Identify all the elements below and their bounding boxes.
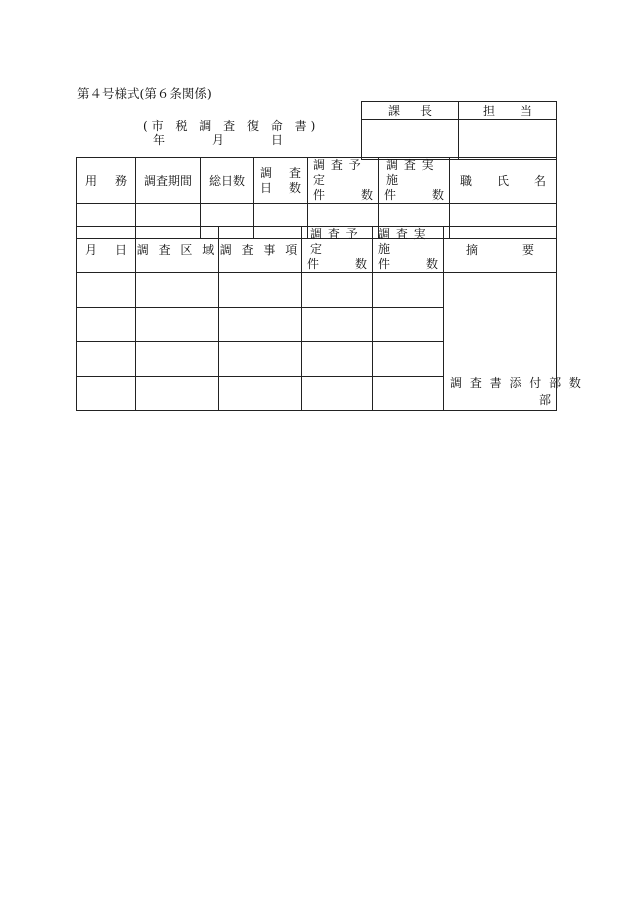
row4-area[interactable] bbox=[136, 377, 219, 411]
summary-cell[interactable] bbox=[444, 273, 583, 411]
row1-area[interactable] bbox=[136, 273, 219, 308]
row4-items[interactable] bbox=[219, 377, 302, 411]
row4-planned[interactable] bbox=[302, 377, 373, 411]
header-summary: 摘 要 bbox=[444, 227, 557, 273]
header-total-days: 総日数 bbox=[201, 158, 254, 204]
row1-items[interactable] bbox=[219, 273, 302, 308]
row2-items[interactable] bbox=[219, 308, 302, 342]
attachment-count-unit: 部 bbox=[538, 393, 551, 407]
header-survey-area: 調 査 区 域 bbox=[136, 227, 219, 273]
row1-planned[interactable] bbox=[302, 273, 373, 308]
approval-stamp-section-chief[interactable] bbox=[362, 120, 459, 160]
approval-box bbox=[361, 101, 557, 160]
row1-actual[interactable] bbox=[373, 273, 444, 308]
row4-date[interactable] bbox=[77, 377, 136, 411]
row1-date[interactable] bbox=[77, 273, 136, 308]
form-title: 第４号様式(第６条関係) bbox=[77, 86, 212, 101]
header-date: 月 日 bbox=[77, 227, 136, 273]
approval-header-staff: 担 当 bbox=[459, 102, 557, 120]
header-actual-count-2: 調 査 実 施 件 数 bbox=[373, 227, 444, 273]
row3-items[interactable] bbox=[219, 342, 302, 377]
date-day-label: 日 bbox=[270, 133, 283, 147]
date-month-label: 月 bbox=[211, 133, 224, 147]
header-survey-items: 調 査 事 項 bbox=[219, 227, 302, 273]
header-planned-count-2: 調 査 予 定 件 数 bbox=[302, 227, 373, 273]
approval-header-section-chief: 課 長 bbox=[362, 102, 459, 120]
row3-area[interactable] bbox=[136, 342, 219, 377]
row2-area[interactable] bbox=[136, 308, 219, 342]
header-planned-count: 調 査 予 定 件 数 bbox=[308, 158, 379, 204]
row3-date[interactable] bbox=[77, 342, 136, 377]
row2-planned[interactable] bbox=[302, 308, 373, 342]
row3-actual[interactable] bbox=[373, 342, 444, 377]
row2-actual[interactable] bbox=[373, 308, 444, 342]
header-business: 用 務 bbox=[77, 158, 136, 204]
header-survey-period: 調査期間 bbox=[136, 158, 201, 204]
header-survey-days: 調 査 日 数 bbox=[254, 158, 308, 204]
header-staff-name: 職 氏 名 bbox=[450, 158, 557, 204]
row2-date[interactable] bbox=[77, 308, 136, 342]
header-actual-count: 調 査 実 施 件 数 bbox=[379, 158, 450, 204]
approval-stamp-staff[interactable] bbox=[459, 120, 557, 160]
document-title: (市 税 調 査 復 命 書) bbox=[143, 119, 320, 133]
row4-actual[interactable] bbox=[373, 377, 444, 411]
row3-planned[interactable] bbox=[302, 342, 373, 377]
detail-table bbox=[76, 226, 583, 411]
date-year-label: 年 bbox=[153, 133, 166, 147]
attachment-count-label: 調 査 書 添 付 部 数 bbox=[450, 376, 583, 390]
date-line bbox=[153, 131, 283, 148]
